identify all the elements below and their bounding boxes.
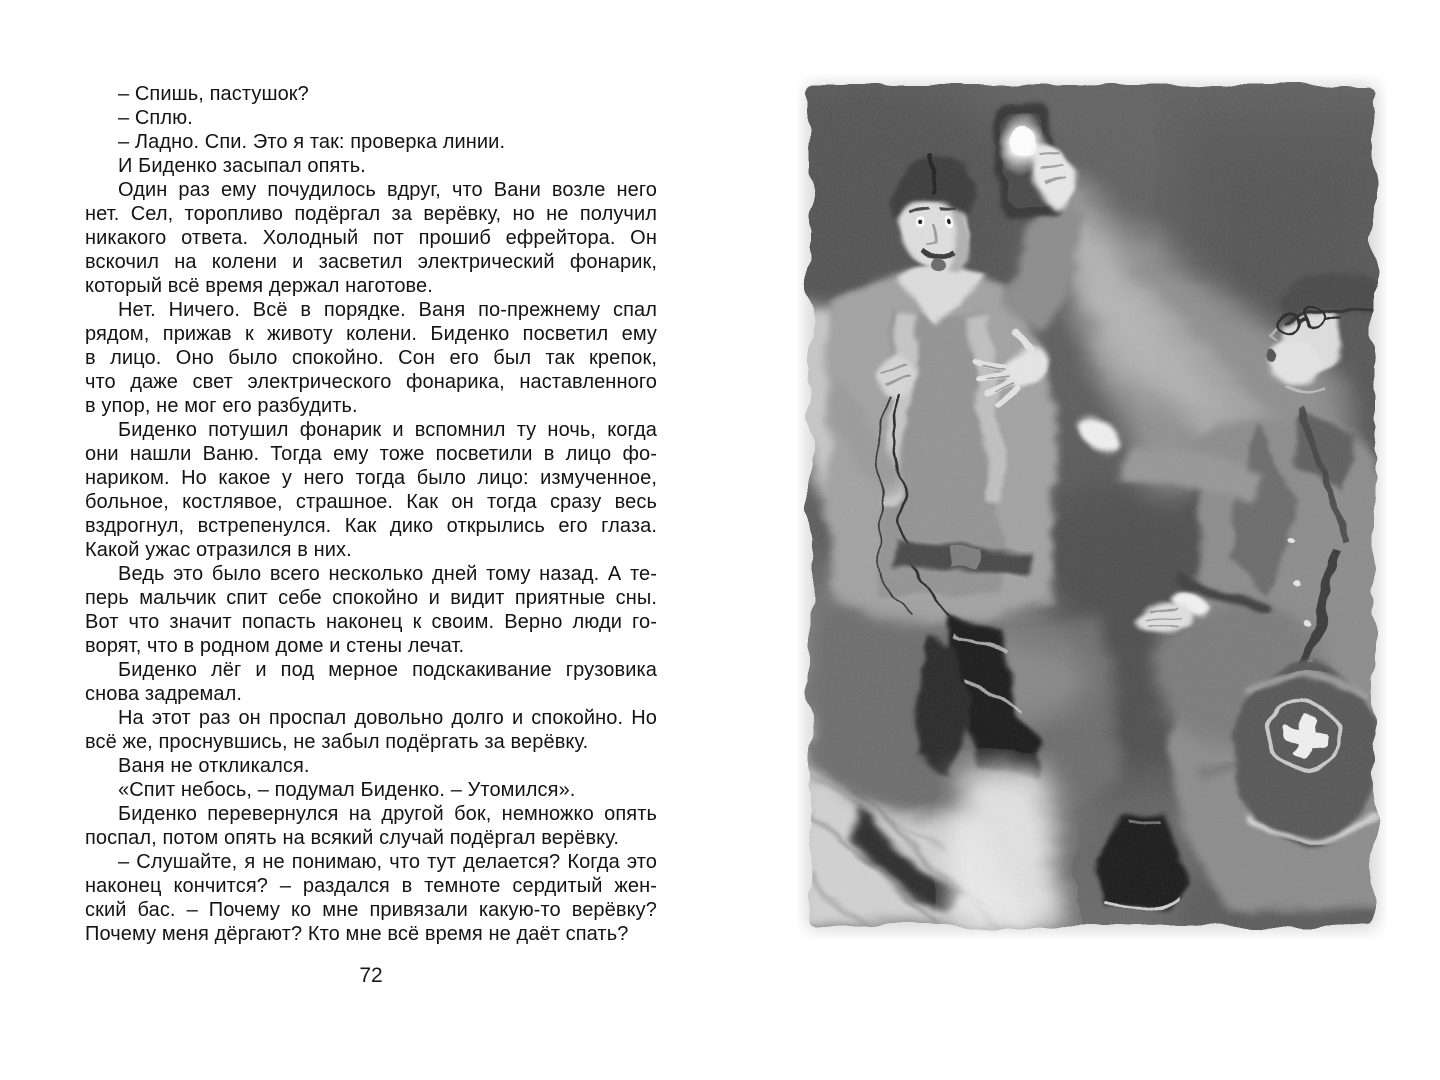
text-line: ский бас. – Почему ко мне привязали какую-то верёвку? [85,899,657,921]
text-block [85,82,657,946]
text-line: Почему меня дёргают? Кто мне всё время не даёт спать? [85,923,629,945]
text-line: Какой ужас отразился в них. [85,539,352,561]
text-line: поспал, потом опять на всякий случай подёргал верёвку. [85,827,619,849]
text-line: Биденко потушил фонарик и вспомнил ту ночь, когда [118,419,657,441]
page-number: 72 [359,964,383,987]
text-line: наконец кончится? – раздался в темноте сердитый жен- [85,875,657,897]
text-line: – Сплю. [118,107,193,129]
text-line: рядом, прижав к животу колени. Биденко посветил ему [85,323,657,345]
text-line: – Ладно. Спи. Это я так: проверка линии. [118,131,506,153]
text-line: вздрогнул, встрепенулся. Как дико открылись его глаза. [85,515,657,537]
text-line: «Спит небось, – подумал Биденко. – Утомился». [118,779,576,801]
text-line: в лицо. Оно было спокойно. Сон его был так крепок, [85,347,657,369]
illustration-frame [798,74,1386,940]
text-line: – Слушайте, я не понимаю, что тут делается? Когда это [118,851,657,873]
grain-texture [810,86,1374,926]
text-line: что даже свет электрического фонарика, наставленного [85,371,657,393]
text-line: На этот раз он проспал довольно долго и спокойно. Но [118,707,657,729]
text-line: Биденко лёг и под мерное подскакивание грузовика [118,659,657,681]
text-line: Один раз ему почудилось вдруг, что Вани возле него [118,179,657,201]
illustration [798,74,1386,940]
text-line: Ведь это было всего несколько дней тому назад. А те- [118,563,657,585]
text-line: ворят, что в родном доме и стены лечат. [85,635,465,657]
text-line: в упор, не мог его разбудить. [85,395,358,417]
text-line: Биденко перевернулся на другой бок, немножко опять [118,803,657,825]
text-line: нет. Сел, торопливо подёргал за верёвку, но не получил [85,203,657,225]
text-line: перь мальчик спит себе спокойно и видит приятные сны. [85,587,657,609]
text-line: вскочил на колени и засветил электрический фонарик, [85,251,657,273]
text-line: нариком. Но какое у него тогда было лицо: измученное, [85,467,657,489]
text-line: они нашли Ваню. Тогда ему тоже посветили в лицо фо- [85,443,657,465]
text-line: снова задремал. [85,683,243,705]
text-line: никакого ответа. Холодный пот прошиб ефрейтора. Он [85,227,657,249]
text-line: Ваня не откликался. [118,755,310,777]
text-line: Нет. Ничего. Всё в порядке. Ваня по-прежнему спал [118,299,657,321]
text-line: Вот что значит попасть наконец к своим. Верно люди го- [85,611,657,633]
illustration-svg [798,74,1386,940]
text-line: – Спишь, пастушок? [118,83,309,105]
text-line: больное, костлявое, страшное. Как он тогда сразу весь [85,491,657,513]
text-line: И Биденко засыпал опять. [118,155,366,177]
text-line: всё же, проснувшись, не забыл подёргать за верёвку. [85,731,589,753]
text-line: который всё время держал наготове. [85,275,433,297]
